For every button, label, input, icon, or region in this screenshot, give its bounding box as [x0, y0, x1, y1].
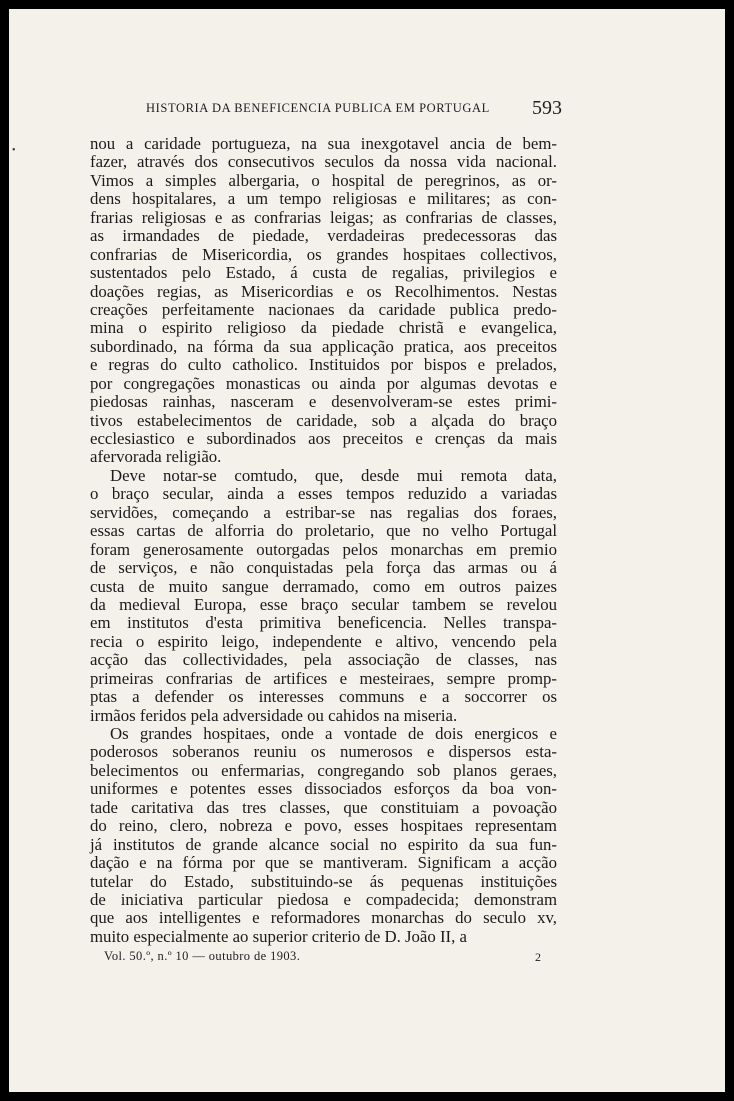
text-line: servidões, começando a estribar-se nas regalias dos foraes, — [90, 502, 557, 522]
paragraph-1 — [90, 135, 557, 467]
text-line: doações regias, as Misericordias e os Recolhimentos. Nestas — [90, 281, 557, 301]
text-line: dação e na fórma por que se mantiveram. Significam a acção — [90, 853, 557, 873]
text-line: primeiras confrarias de artifices e mesteiraes, sempre promp- — [90, 668, 557, 688]
text-line: foram generosamente outorgadas pelos monarchas em premio — [90, 539, 557, 559]
body-text — [90, 135, 557, 946]
text-line: frarias religiosas e as confrarias leigas; as confrarias de classes, — [90, 207, 557, 227]
text-line: de serviços, e não conquistadas pela força das armas ou á — [90, 558, 557, 578]
text-line: fazer, através dos consecutivos seculos da nossa vida nacional. — [90, 152, 557, 172]
text-line: subordinado, na fórma da sua applicação pratica, aos preceitos — [90, 336, 557, 356]
paragraph-2 — [90, 467, 557, 725]
text-line: afervorada religião. — [90, 447, 222, 467]
text-line: mina o espirito religioso da piedade christã e evangelica, — [90, 318, 557, 338]
text-line: Os grandes hospitaes, onde a vontade de dois energicos e — [110, 724, 557, 743]
text-line: tivos estabelecimentos de caridade, sob a alçada do braço — [90, 410, 557, 430]
text-line: já institutos de grande alcance social no espirito da sua fun- — [90, 834, 557, 854]
text-line: ptas a defender os interesses communs e a soccorrer os — [90, 687, 557, 707]
text-line: piedosas rainhas, nasceram e desenvolveram-se estes primi- — [90, 392, 557, 412]
text-line: tade caritativa das tres classes, que constituiam a povoação — [90, 797, 557, 817]
text-line: por congregações monasticas ou ainda por algumas devotas e — [90, 373, 557, 393]
signature-mark: 2 — [535, 950, 541, 964]
page-header — [9, 99, 725, 121]
text-line: confrarias de Misericordia, os grandes hospitaes collectivos, — [90, 244, 557, 264]
text-line: poderosos soberanos reuniu os numerosos e dispersos esta- — [90, 742, 557, 762]
text-line: acção das collectividades, pela associação de classes, nas — [90, 650, 557, 670]
page-number: 593 — [532, 97, 562, 119]
page-footer — [9, 947, 725, 967]
text-line: Vimos a simples albergaria, o hospital de peregrinos, as or- — [90, 170, 557, 190]
text-line: e regras do culto catholico. Instituidos por bispos e prelados, — [90, 355, 557, 375]
text-line: irmãos feridos pela adversidade ou cahidos na miseria. — [90, 705, 458, 725]
text-line: do reino, clero, nobreza e povo, esses hospitaes representam — [90, 816, 557, 836]
paragraph-3 — [90, 725, 557, 946]
text-line: que aos intelligentes e reformadores monarchas do seculo xv, — [90, 908, 557, 928]
text-line: custa de muito sangue derramado, como em outros paizes — [90, 576, 557, 596]
text-line: em institutos d'esta primitiva beneficencia. Nelles transpa- — [90, 613, 557, 633]
text-line: da medieval Europa, esse braço secular tambem se revelou — [90, 594, 557, 614]
text-line: as irmandades de piedade, verdadeiras predecessoras das — [90, 226, 557, 246]
text-line: belecimentos ou enfermarias, congregando sob planos geraes, — [90, 760, 557, 780]
text-line: Deve notar-se comtudo, que, desde mui remota data, — [110, 465, 557, 485]
text-line: tutelar do Estado, substituindo-se ás pequenas instituições — [90, 871, 557, 891]
imprint-line: Vol. 50.º, n.º 10 — outubro de 1903. — [104, 949, 301, 963]
text-line: uniformes e potentes esses dissociados esforços da boa von- — [90, 779, 557, 799]
text-line: o braço secular, ainda a esses tempos reduzido a variadas — [90, 484, 557, 504]
text-line: nou a caridade portugueza, na sua inexgotavel ancia de bem- — [90, 134, 557, 153]
text-line: dens hospitalares, a um tempo religiosas e militares; as con- — [90, 189, 557, 209]
text-line: muito especialmente ao superior criterio de D. João II, a — [90, 926, 467, 946]
text-line: creações perfeitamente nacionaes da caridade publica predo- — [90, 299, 557, 319]
document-page — [9, 9, 725, 1092]
margin-mark: • — [12, 145, 16, 156]
text-line: ecclesiastico e subordinados aos preceitos e crenças da mais — [90, 429, 557, 448]
text-line: recia o espirito leigo, independente e altivo, vencendo pela — [90, 631, 557, 651]
running-head: HISTORIA DA BENEFICENCIA PUBLICA EM PORTUGAL — [146, 101, 490, 115]
text-line: sustentados pelo Estado, á custa de regalias, privilegios e — [90, 263, 557, 283]
text-line: de iniciativa particular piedosa e compadecida; demonstram — [90, 889, 557, 909]
text-line: essas cartas de alforria do proletario, que no velho Portugal — [90, 521, 557, 541]
